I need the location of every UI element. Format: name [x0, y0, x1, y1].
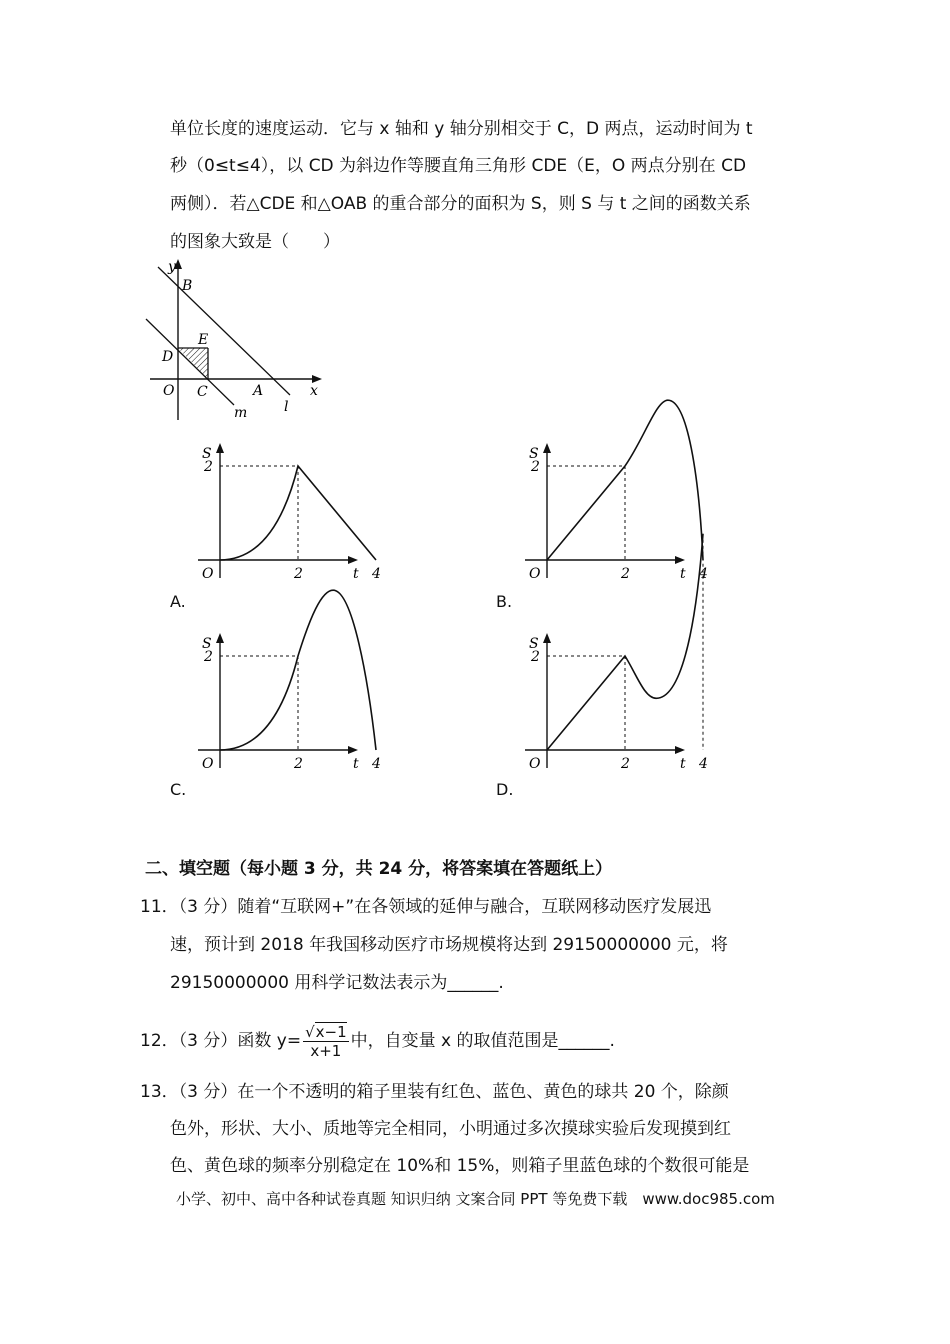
q12-line [140, 1018, 615, 1064]
label-m: m [234, 405, 248, 421]
radical-sign: √ [305, 1022, 315, 1041]
q13-line-1: 13．（3 分）在一个不透明的箱子里装有红色、蓝色、黄色的球共 20 个，除颜 [140, 1082, 729, 1102]
section-title: 二、填空题（每小题 3 分，共 24 分，将答案填在答题纸上） [145, 859, 613, 879]
q11-line-2: 速，预计到 2018 年我国移动医疗市场规模将达到 29150000000 元，将 [170, 935, 728, 955]
label-O: O [202, 566, 214, 582]
t-axis-arrow [348, 746, 358, 754]
t-axis-arrow [675, 746, 685, 754]
label-O: O [163, 383, 175, 399]
label-ytick-2: 2 [204, 459, 213, 475]
option-graph-a [190, 440, 381, 585]
q12-suffix: 中，自变量 x 的取值范围是______. [350, 1031, 615, 1051]
label-O: O [529, 566, 541, 582]
option-letter-a[interactable]: A. [170, 592, 186, 611]
option-letter-b[interactable]: B. [496, 592, 513, 611]
label-ytick-2: 2 [531, 459, 540, 475]
label-E: E [198, 332, 209, 348]
q12-denominator: x+1 [310, 1041, 342, 1060]
label-l: l [284, 399, 289, 415]
label-ytick-2: 2 [531, 649, 540, 665]
label-t: t [680, 756, 686, 772]
label-tick-4: 4 [699, 566, 708, 582]
footer: 小学、初中、高中各种试卷真题 知识归纳 文案合同 PPT 等免费下载 www.doc985.com [176, 1190, 775, 1208]
label-O: O [202, 756, 214, 772]
x-axis-arrow [312, 375, 322, 383]
label-tick-2: 2 [294, 566, 303, 582]
s-axis-arrow [216, 443, 224, 453]
option-graph-c [190, 630, 381, 775]
q11-line-1: 11．（3 分）随着“互联网+”在各领域的延伸与融合，互联网移动医疗发展迅 [140, 897, 712, 917]
label-tick-4: 4 [372, 566, 381, 582]
label-t: t [353, 756, 359, 772]
label-C: C [197, 384, 208, 400]
label-tick-2: 2 [294, 756, 303, 772]
label-S: S [529, 446, 539, 462]
label-tick-2: 2 [621, 566, 630, 582]
label-t: t [353, 566, 359, 582]
q10-line-2: 秒（0≤t≤4），以 CD 为斜边作等腰直角三角形 CDE（E，O 两点分别在 CD [170, 156, 747, 176]
q12-fraction [303, 1023, 349, 1060]
label-S: S [529, 636, 539, 652]
label-D: D [162, 349, 174, 365]
q13-line-2: 色外，形状、大小、质地等完全相同，小明通过多次摸球实验后发现摸到红 [170, 1119, 731, 1139]
option-letter-d[interactable]: D. [496, 780, 514, 799]
t-axis-arrow [675, 556, 685, 564]
option-letter-c[interactable]: C. [170, 780, 187, 799]
label-B: B [182, 278, 193, 294]
label-tick-2: 2 [621, 756, 630, 772]
label-S: S [202, 636, 212, 652]
option-graph-d [517, 630, 708, 775]
q10-line-4: 的图象大致是（ ） [170, 232, 340, 252]
label-tick-4: 4 [372, 756, 381, 772]
label-t: t [680, 566, 686, 582]
q10-line-3: 两侧）．若△CDE 和△OAB 的重合部分的面积为 S，则 S 与 t 之间的函数关系 [170, 194, 751, 214]
q12-prefix: 12．（3 分）函数 y= [140, 1031, 302, 1051]
t-axis-arrow [348, 556, 358, 564]
s-axis-arrow [543, 443, 551, 453]
s-axis-arrow [216, 633, 224, 643]
q11-line-3: 29150000000 用科学记数法表示为______. [170, 973, 504, 993]
label-y: y [168, 259, 176, 275]
q10-line-1: 单位长度的速度运动．它与 x 轴和 y 轴分别相交于 C，D 两点，运动时间为 t [170, 119, 753, 139]
q10-figure [140, 255, 335, 425]
option-graph-b [517, 440, 708, 585]
q13-line-3: 色、黄色球的频率分别稳定在 10%和 15%，则箱子里蓝色球的个数很可能是 [170, 1156, 750, 1176]
label-O: O [529, 756, 541, 772]
label-ytick-2: 2 [204, 649, 213, 665]
line-m [146, 319, 234, 405]
q12-numerator: x−1 [315, 1022, 347, 1041]
label-tick-4: 4 [699, 756, 708, 772]
label-S: S [202, 446, 212, 462]
s-axis-arrow [543, 633, 551, 643]
label-A: A [253, 383, 264, 399]
label-x: x [310, 383, 318, 399]
